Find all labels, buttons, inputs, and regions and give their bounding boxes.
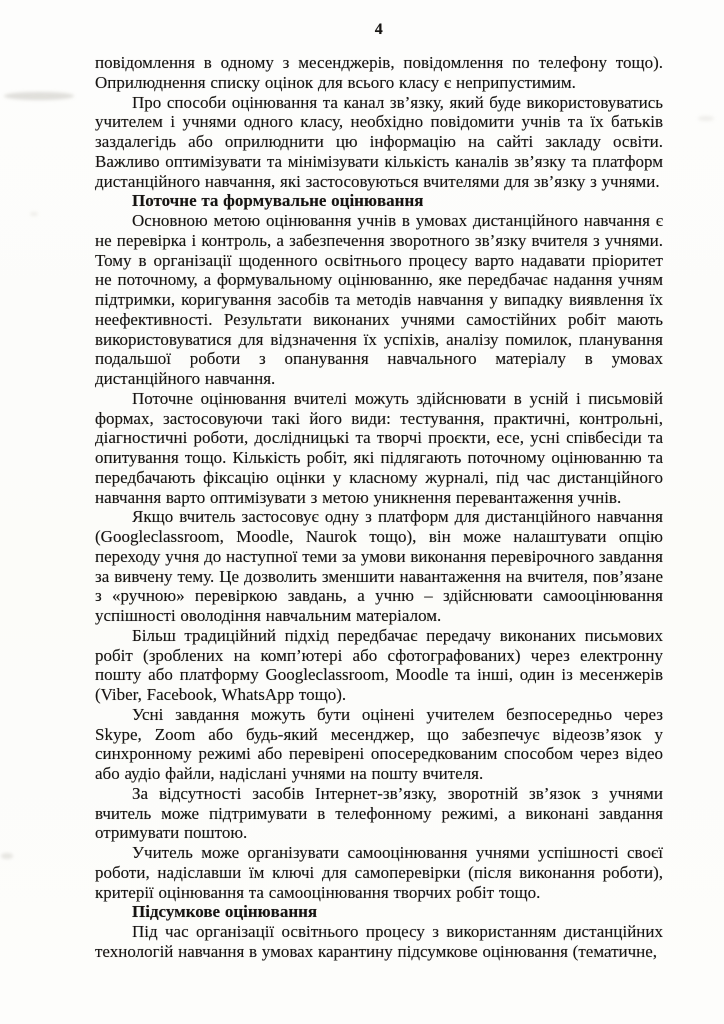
scan-smudge <box>4 92 74 100</box>
heading-current-and-formative-assessment: Поточне та формувальне оцінювання <box>132 191 424 211</box>
page-number: 4 <box>374 21 384 38</box>
body-paragraph: Якщо вчитель застосовує одну з платформ для дистанційного навчання (Googleclassroom, Moodle, Naurok тощо), він може налаштувати опцію переходу учня до наступної теми за умови виконання перевірочного завдання за вивчену тему. Це дозволить зменшити навантаження на вчителя, пов’язане з «ручною» перевіркою завдань, а учню – здійснювати самооцінювання успішності оволодіння навчальним матеріалом. <box>95 507 663 625</box>
heading-final-assessment: Підсумкове оцінювання <box>132 902 318 922</box>
document-body <box>95 53 663 962</box>
body-paragraph: Учитель може організувати самооцінювання учнями успішності своєї роботи, надіславши їм ключі для самоперевірки (після виконання роботи), критерії оцінювання та самооцінювання творчих робіт тощо. <box>95 843 663 902</box>
body-paragraph: Основною метою оцінювання учнів в умовах дистанційного навчання є не перевірка і контроль, а забезпечення зворотного зв’язку вчителя з учнями. Тому в організації щоденного освітнього процесу варто надавати пріоритет не поточному, а формувальному оцінюванню, яке передбачає надання учням підтримки, коригування засобів та методів навчання у випадку виявлення їх неефективності. Результати виконаних учнями самостійних робіт мають використовуватися для відзначення їх успіхів, аналізу помилок, планування подальшої роботи з опанування навчального матеріалу в умовах дистанційного навчання. <box>95 211 663 388</box>
body-paragraph: Усні завдання можуть бути оцінені учителем безпосередньо через Skype, Zoom або будь-який месенджер, що забезпечує відеозв’язок у синхронному режимі або перевірені опосередкованим способом через відео або аудіо файли, надіслані учнями на пошту вчителя. <box>95 704 663 783</box>
scan-smudge <box>30 212 38 216</box>
body-paragraph: Більш традиційний підхід передбачає передачу виконаних письмових робіт (зроблених на комп’ютері або сфотографованих) через електронну пошту або платформу Googleclassroom, Moodle та інші, один із месенжерів (Viber, Facebook, WhatsApp тощо). <box>95 625 663 704</box>
body-paragraph: Поточне оцінювання вчителі можуть здійснювати в усній і письмовій формах, застосовуючи такі його види: тестування, практичні, контрольні, діагностичні роботи, дослідницькі та творчі проєкти, есе, усні співбесіди та опитування тощо. Кількість робіт, які підлягають поточному оцінюванню та передбачають фіксацію оцінки у класному журналі, під час дистанційного навчання варто оптимізувати з метою уникнення перевантаження учнів. <box>95 388 663 507</box>
body-paragraph: За відсутності засобів Інтернет-зв’язку, зворотній зв’язок з учнями вчитель може підтримувати в телефонному режимі, а виконані завдання отримувати поштою. <box>95 783 663 843</box>
body-paragraph: Про способи оцінювання та канал зв’язку, який буде використовуватись учителем і учнями одного класу, необхідно повідомити учнів та їх батьків заздалегідь або оприлюднити цю інформацію на сайті закладу освіти. Важливо оптимізувати та мінімізувати кількість каналів зв’язку та платформ дистанційного навчання, які застосовуються вчителями для зв’язку з учнями. <box>95 92 663 191</box>
body-paragraph-continuation: повідомлення в одному з месенджерів, повідомлення по телефону тощо). Оприлюднення списку оцінок для всього класу є неприпустимим. <box>95 53 663 92</box>
scan-smudge <box>1 853 13 859</box>
body-paragraph: Під час організації освітнього процесу з використанням дистанційних технологій навчання в умовах карантину підсумкове оцінювання (тематичне, <box>95 922 663 961</box>
scan-smudge <box>698 116 714 121</box>
